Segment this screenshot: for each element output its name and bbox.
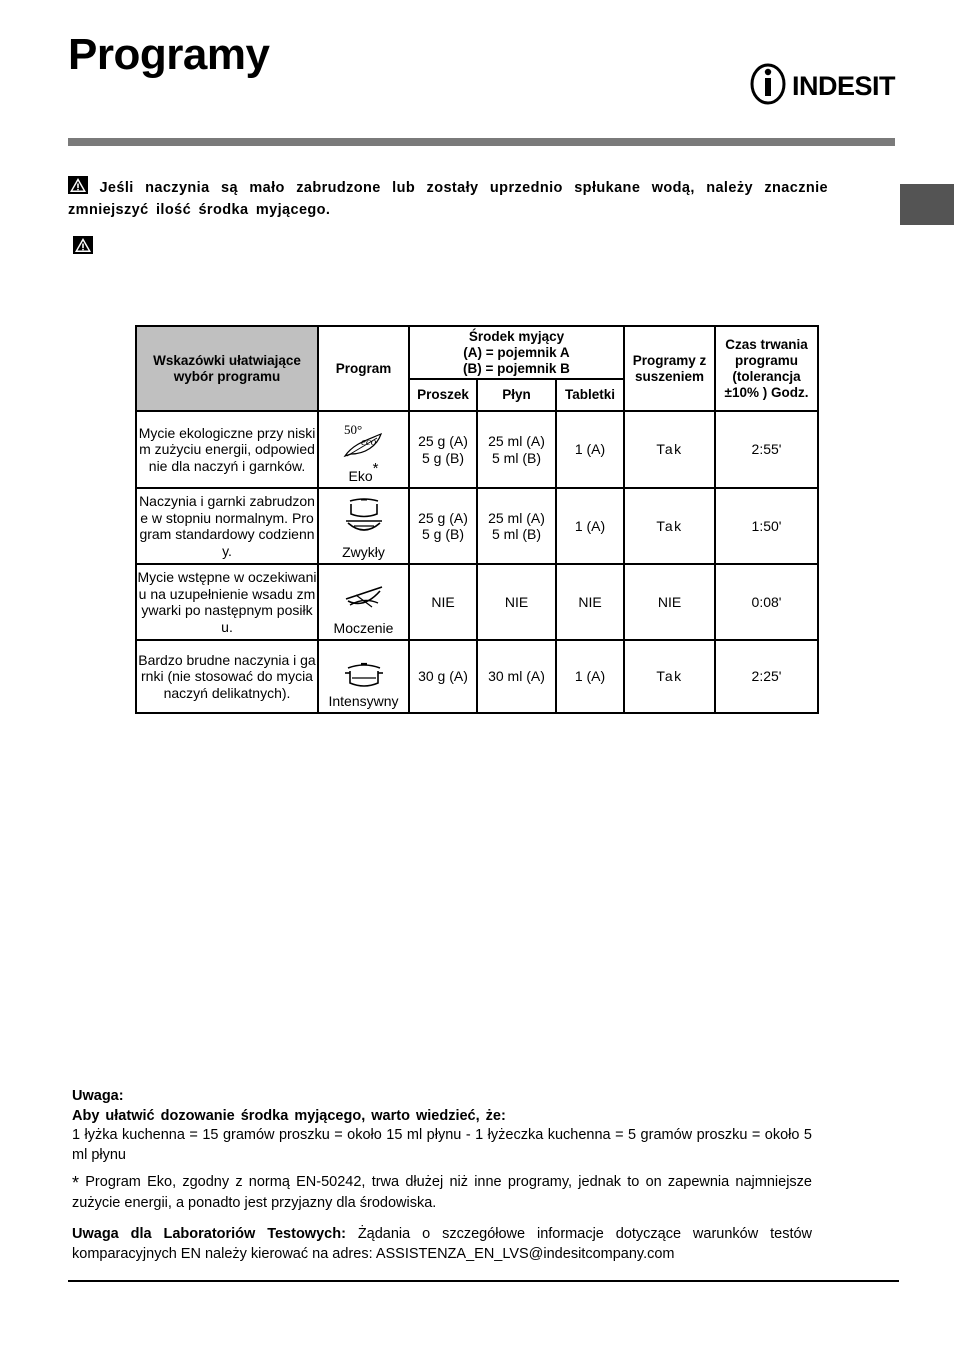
row-hint: Mycie wstępne w oczekiwaniu na uzupełnienie wsadu zmywarki po następnym posiłku.	[136, 564, 318, 640]
drying-cell: Tak	[624, 640, 715, 713]
dosing-text: 1 łyżka kuchenna = 15 gramów proszku = około 15 ml płynu - 1 łyżeczka kuchenna = 5 gramów proszku = około 5 ml płynu	[72, 1127, 812, 1163]
header-powder: Proszek	[409, 379, 477, 411]
duration-cell: 2:25'	[715, 640, 818, 713]
header-divider	[68, 138, 895, 146]
soak-icon	[319, 583, 408, 625]
powder-cell	[409, 411, 477, 488]
header-detergent-a: (A) = pojemnik A	[463, 344, 570, 360]
page-title: Programy	[68, 30, 270, 79]
tablets-cell: 1 (A)	[556, 411, 624, 488]
drying-cell: Tak	[624, 488, 715, 564]
powder-cell: NIE	[409, 564, 477, 640]
eco-program-icon	[319, 420, 408, 462]
table-row	[136, 564, 818, 640]
asterisk-mark: *	[372, 460, 379, 478]
liquid-cell: NIE	[477, 564, 556, 640]
svg-text:50°: 50°	[343, 422, 362, 437]
drying-cell: Tak	[624, 411, 715, 488]
header-hints: Wskazówki ułatwiające wybór programu	[136, 326, 318, 411]
program-cell-soak	[318, 564, 409, 640]
powder-b: 5 g (B)	[421, 526, 464, 542]
footer-divider	[68, 1280, 899, 1282]
tablets-cell: NIE	[556, 564, 624, 640]
pot-plate-icon	[319, 497, 408, 539]
lab-note	[72, 1225, 812, 1264]
table-row	[136, 488, 818, 564]
liquid-cell	[477, 488, 556, 564]
powder-b: 5 g (B)	[421, 449, 464, 466]
tablets-cell: 1 (A)	[556, 640, 624, 713]
header-detergent	[409, 326, 624, 379]
liquid-cell	[477, 411, 556, 488]
program-cell-eko	[318, 411, 409, 488]
header-liquid: Płyn	[477, 379, 556, 411]
duration-cell: 0:08'	[715, 564, 818, 640]
indesit-logo	[748, 62, 900, 106]
warning-note	[68, 176, 828, 221]
warning-text: Jeśli naczynia są mało zabrudzone lub zostały uprzednio spłukane wodą, należy znacznie zmniejszyć ilość środka myjącego.	[68, 180, 828, 218]
eko-note	[72, 1173, 812, 1213]
header-tablets: Tabletki	[556, 379, 624, 411]
program-cell-intensive	[318, 640, 409, 713]
powder-cell	[409, 488, 477, 564]
eko-note-text: Program Eko, zgodny z normą EN-50242, trwa dłużej niż inne programy, jednak to on zapewnia najmniejsze zużycie energii, a ponadto jest przyjazny dla środowiska.	[72, 1174, 812, 1211]
program-cell-normal	[318, 488, 409, 564]
liquid-a: 25 ml (A)	[488, 509, 545, 526]
powder-cell: 30 g (A)	[409, 640, 477, 713]
notes-section	[72, 1087, 812, 1264]
powder-a: 25 g (A)	[418, 433, 468, 449]
header-duration: Czas trwania programu (tolerancja ±10% ) Godz.	[715, 326, 818, 411]
svg-text:eco: eco	[360, 436, 376, 448]
warning-icon	[68, 176, 88, 194]
row-hint: Mycie ekologiczne przy niskim zużyciu energii, odpowiednie dla naczyń i garnków.	[136, 411, 318, 488]
header-detergent-title: Środek myjący	[468, 328, 565, 344]
program-name: Intensywny	[328, 693, 399, 709]
table-row	[136, 411, 818, 488]
program-name: Moczenie	[333, 620, 394, 636]
row-hint: Bardzo brudne naczynia i garnki (nie stosować do mycia naczyń delikatnych).	[136, 640, 318, 713]
warning-note-2	[73, 236, 93, 257]
header-detergent-b: (B) = pojemnik B	[463, 360, 570, 376]
dosing-heading: Aby ułatwić dozowanie środka myjącego, warto wiedzieć, że:	[72, 1107, 506, 1124]
lab-note-text: Żądania o szczegółowe informacje dotyczące warunków testów komparacyjnych EN należy kierować na adres: ASSISTENZA_EN_LVS@indesitcompany.com	[72, 1226, 813, 1262]
program-name: Eko	[348, 468, 373, 484]
duration-cell: 1:50'	[715, 488, 818, 564]
row-hint: Naczynia i garnki zabrudzone w stopniu normalnym. Program standardowy codzienny.	[136, 488, 318, 564]
header-program: Program	[318, 326, 409, 411]
programs-table	[135, 325, 819, 714]
lab-note-heading: Uwaga dla Laboratoriów Testowych:	[72, 1226, 346, 1242]
warning-icon	[73, 236, 93, 254]
drying-cell: NIE	[624, 564, 715, 640]
uwaga-label: Uwaga:	[72, 1088, 124, 1104]
liquid-b: 5 ml (B)	[492, 526, 541, 542]
tablets-cell: 1 (A)	[556, 488, 624, 564]
program-name: Zwykły	[342, 544, 385, 560]
language-tab-marker	[900, 184, 954, 225]
liquid-a: 25 ml (A)	[488, 433, 545, 449]
powder-a: 25 g (A)	[418, 509, 468, 526]
asterisk-mark: *	[72, 1173, 80, 1193]
duration-cell: 2:55'	[715, 411, 818, 488]
liquid-cell: 30 ml (A)	[477, 640, 556, 713]
logo-text: INDESIT	[792, 71, 896, 101]
table-row	[136, 640, 818, 713]
header-drying: Programy z suszeniem	[624, 326, 715, 411]
liquid-b: 5 ml (B)	[492, 449, 541, 466]
